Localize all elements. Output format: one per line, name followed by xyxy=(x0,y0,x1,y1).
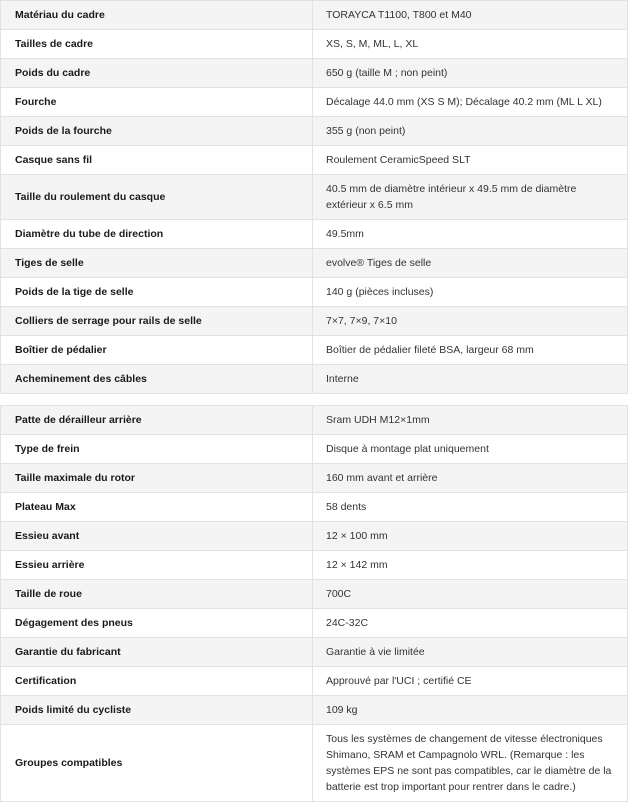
spec-row xyxy=(1,336,628,365)
spec-row xyxy=(1,493,628,522)
spec-label: Plateau Max xyxy=(1,493,313,522)
spec-value: Disque à montage plat uniquement xyxy=(313,435,628,464)
spec-value: 49.5mm xyxy=(313,220,628,249)
spec-row xyxy=(1,59,628,88)
spec-row xyxy=(1,365,628,394)
spec-label: Acheminement des câbles xyxy=(1,365,313,394)
spec-row xyxy=(1,220,628,249)
spec-value: Tous les systèmes de changement de vitesse électroniques Shimano, SRAM et Campagnolo WRL. (Remarque : les systèmes EPS ne sont pas compatibles, car le diamètre de la batterie est trop important pour rentrer dans le cadre.) xyxy=(313,725,628,802)
spec-label: Boîtier de pédalier xyxy=(1,336,313,365)
spec-value: Interne xyxy=(313,365,628,394)
spec-label: Colliers de serrage pour rails de selle xyxy=(1,307,313,336)
spec-value: 40.5 mm de diamètre intérieur x 49.5 mm de diamètre extérieur x 6.5 mm xyxy=(313,175,628,220)
spec-row xyxy=(1,1,628,30)
spec-label: Poids de la fourche xyxy=(1,117,313,146)
spec-label: Taille maximale du rotor xyxy=(1,464,313,493)
spec-value: 7×7, 7×9, 7×10 xyxy=(313,307,628,336)
spec-row xyxy=(1,278,628,307)
spec-value: 700C xyxy=(313,580,628,609)
frame-spec-table xyxy=(0,0,628,394)
spec-row xyxy=(1,175,628,220)
spec-label: Tailles de cadre xyxy=(1,30,313,59)
spec-label: Taille du roulement du casque xyxy=(1,175,313,220)
component-spec-table xyxy=(0,405,628,802)
spec-label: Fourche xyxy=(1,88,313,117)
spec-row xyxy=(1,609,628,638)
spec-value: 109 kg xyxy=(313,696,628,725)
spec-row xyxy=(1,725,628,802)
spec-value: 650 g (taille M ; non peint) xyxy=(313,59,628,88)
spec-label: Taille de roue xyxy=(1,580,313,609)
spec-value: 160 mm avant et arrière xyxy=(313,464,628,493)
spec-value: Décalage 44.0 mm (XS S M); Décalage 40.2 mm (ML L XL) xyxy=(313,88,628,117)
spec-label: Matériau du cadre xyxy=(1,1,313,30)
spec-row xyxy=(1,522,628,551)
spec-label: Diamètre du tube de direction xyxy=(1,220,313,249)
spec-row xyxy=(1,117,628,146)
spec-value: Garantie à vie limitée xyxy=(313,638,628,667)
spec-label: Essieu arrière xyxy=(1,551,313,580)
spec-label: Dégagement des pneus xyxy=(1,609,313,638)
spec-row xyxy=(1,580,628,609)
spec-row xyxy=(1,551,628,580)
spec-value: 12 × 100 mm xyxy=(313,522,628,551)
spec-value: 140 g (pièces incluses) xyxy=(313,278,628,307)
spec-value: 355 g (non peint) xyxy=(313,117,628,146)
spec-label: Poids du cadre xyxy=(1,59,313,88)
spec-row xyxy=(1,406,628,435)
spec-row xyxy=(1,638,628,667)
spec-value: Boîtier de pédalier fileté BSA, largeur 68 mm xyxy=(313,336,628,365)
spec-label: Tiges de selle xyxy=(1,249,313,278)
spec-value: Sram UDH M12×1mm xyxy=(313,406,628,435)
spec-row xyxy=(1,435,628,464)
spec-value: 58 dents xyxy=(313,493,628,522)
spec-row xyxy=(1,307,628,336)
table-gap xyxy=(0,394,628,405)
spec-value: TORAYCA T1100, T800 et M40 xyxy=(313,1,628,30)
spec-value: evolve® Tiges de selle xyxy=(313,249,628,278)
spec-row xyxy=(1,30,628,59)
spec-label: Poids limité du cycliste xyxy=(1,696,313,725)
spec-row xyxy=(1,88,628,117)
spec-row xyxy=(1,667,628,696)
spec-value: Roulement CeramicSpeed SLT xyxy=(313,146,628,175)
spec-label: Certification xyxy=(1,667,313,696)
spec-value: 24C-32C xyxy=(313,609,628,638)
spec-row xyxy=(1,146,628,175)
spec-label: Groupes compatibles xyxy=(1,725,313,802)
spec-label: Patte de dérailleur arrière xyxy=(1,406,313,435)
spec-label: Poids de la tige de selle xyxy=(1,278,313,307)
spec-value: XS, S, M, ML, L, XL xyxy=(313,30,628,59)
spec-value: 12 × 142 mm xyxy=(313,551,628,580)
spec-label: Essieu avant xyxy=(1,522,313,551)
spec-label: Type de frein xyxy=(1,435,313,464)
spec-value: Approuvé par l'UCI ; certifié CE xyxy=(313,667,628,696)
spec-row xyxy=(1,249,628,278)
spec-row xyxy=(1,696,628,725)
spec-label: Garantie du fabricant xyxy=(1,638,313,667)
spec-label: Casque sans fil xyxy=(1,146,313,175)
spec-row xyxy=(1,464,628,493)
